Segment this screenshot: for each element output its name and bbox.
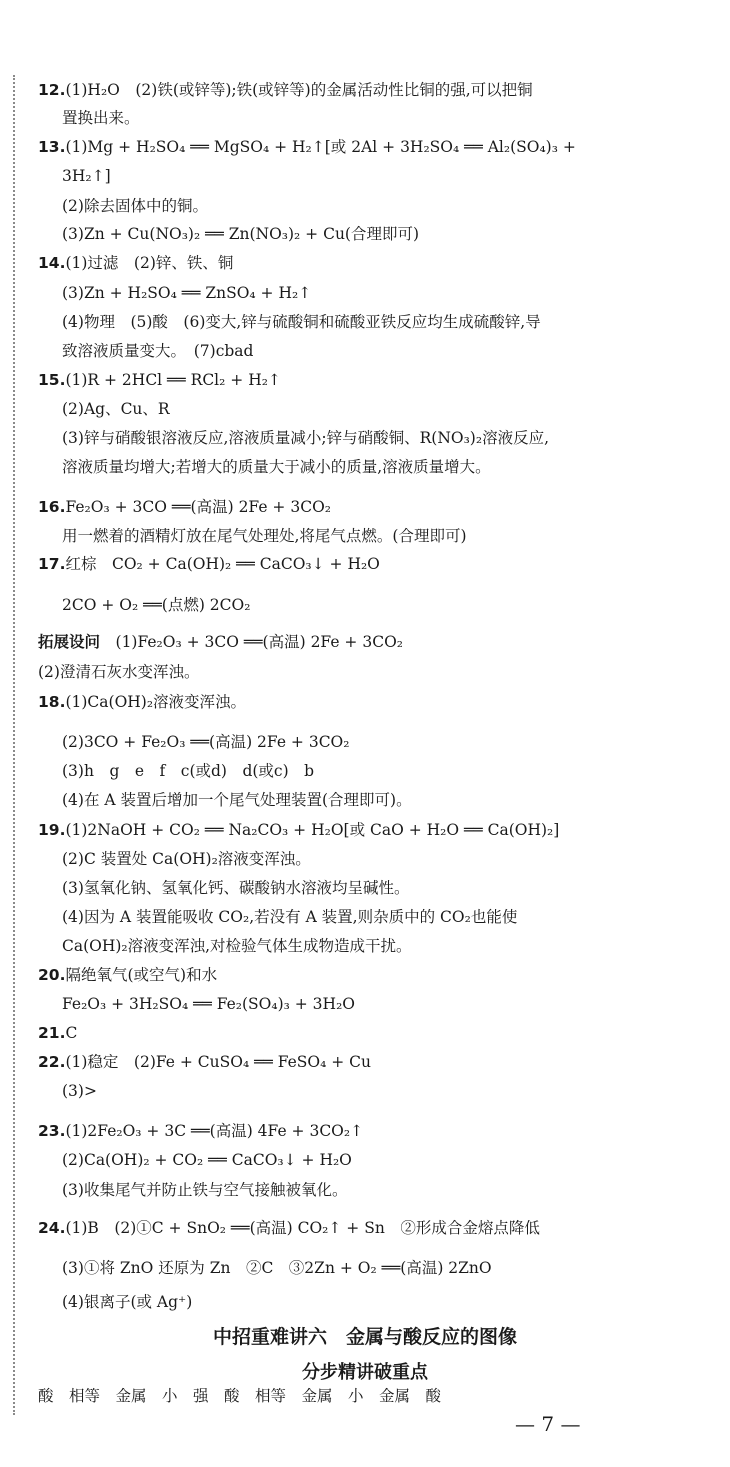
answer-text: (1)Fe₂O₃ + 3CO ══(高温) 2Fe + 3CO₂ (100, 633, 403, 651)
answer-text: (1)2NaOH + CO₂ ══ Na₂CO₃ + H₂O[或 CaO + H₂O ══ Ca(OH)₂] (65, 821, 560, 839)
answer-text: (3)锌与硝酸银溶液反应,溶液质量减小;锌与硝酸铜、R(NO₃)₂溶液反应, (62, 429, 549, 447)
answer-text: (3)h g e f c(或d) d(或c) b (62, 762, 315, 780)
answer-text: Ca(OH)₂溶液变浑浊,对检验气体生成物造成干扰。 (62, 937, 412, 955)
answers-line: 酸 相等 金属 小 强 酸 相等 金属 小 金属 酸 (38, 1387, 442, 1405)
question-number: 22. (38, 1053, 66, 1071)
answer-line (38, 370, 281, 390)
answer-line (38, 1052, 371, 1072)
answer-line (62, 224, 419, 244)
answer-text: (1)R + 2HCl ══ RCl₂ + H₂↑ (65, 371, 281, 389)
answer-text: (3)Zn + Cu(NO₃)₂ ══ Zn(NO₃)₂ + Cu(合理即可) (62, 225, 420, 243)
answer-line (62, 1258, 492, 1278)
answer-text: Fe₂O₃ + 3CO ══(高温) 2Fe + 3CO₂ (65, 498, 331, 516)
answer-line (38, 253, 233, 273)
answer-text: 2CO + O₂ ══(点燃) 2CO₂ (62, 596, 251, 614)
question-number: 17. (38, 555, 66, 573)
question-number: 拓展设问 (38, 633, 101, 651)
answer-line (38, 965, 217, 985)
answer-text: (4)银离子(或 Ag⁺) (62, 1293, 193, 1311)
answer-text: (1)Ca(OH)₂溶液变浑浊。 (65, 693, 247, 711)
answer-text: (4)在 A 装置后增加一个尾气处理装置(合理即可)。 (62, 791, 412, 809)
answer-text: (1)稳定 (2)Fe + CuSO₄ ══ FeSO₄ + Cu (65, 1053, 372, 1071)
answer-text: (1)2Fe₂O₃ + 3C ══(高温) 4Fe + 3CO₂↑ (65, 1122, 364, 1140)
answer-text: (4)因为 A 装置能吸收 CO₂,若没有 A 装置,则杂质中的 CO₂也能使 (62, 908, 518, 926)
answer-line (38, 820, 559, 840)
binding-dotted-line (13, 75, 15, 1415)
answer-text: (2)C 装置处 Ca(OH)₂溶液变浑浊。 (62, 850, 311, 868)
answer-text: (3)①将 ZnO 还原为 Zn ②C ③2Zn + O₂ ══(高温) 2ZnO (62, 1259, 492, 1277)
question-number: 24. (38, 1219, 66, 1237)
answer-text: C (65, 1024, 78, 1042)
answer-line (38, 1023, 77, 1043)
answer-line (62, 595, 250, 615)
question-number: 14. (38, 254, 66, 272)
answer-text: (3)收集尾气并防止铁与空气接触被氧化。 (62, 1181, 348, 1199)
answer-text: 隔绝氧气(或空气)和水 (65, 966, 218, 984)
answer-line (38, 692, 246, 712)
answer-text: 溶液质量均增大;若增大的质量大于减小的质量,溶液质量增大。 (62, 458, 491, 476)
answer-line (38, 1121, 363, 1141)
answer-line (38, 662, 199, 682)
answer-line (62, 878, 409, 898)
answer-line (62, 457, 491, 477)
answer-line (62, 166, 111, 186)
answer-line (62, 761, 314, 781)
answer-line (62, 849, 311, 869)
question-number: 15. (38, 371, 66, 389)
answer-line (62, 108, 140, 128)
answer-line (62, 196, 208, 216)
answer-text: (4)物理 (5)酸 (6)变大,锌与硫酸铜和硫酸亚铁反应均生成硫酸锌,导 (62, 313, 541, 331)
answer-line (62, 994, 355, 1014)
question-number: 13. (38, 138, 66, 156)
answer-line (38, 1218, 540, 1238)
answer-text: 用一燃着的酒精灯放在尾气处理处,将尾气点燃。(合理即可) (62, 527, 467, 545)
answer-line (62, 526, 467, 546)
answer-text: (3)> (62, 1082, 97, 1100)
subsection-title: 分步精讲破重点 (302, 1362, 428, 1383)
answer-text: (3)Zn + H₂SO₄ ══ ZnSO₄ + H₂↑ (62, 284, 312, 302)
answer-text: (2)Ag、Cu、R (62, 400, 170, 418)
answer-text: (2)除去固体中的铜。 (62, 197, 208, 215)
question-number: 20. (38, 966, 66, 984)
answer-line (62, 1180, 347, 1200)
answer-line (62, 907, 517, 927)
question-number: 16. (38, 498, 66, 516)
answer-line (38, 632, 403, 652)
answer-text: (1)H₂O (2)铁(或锌等);铁(或锌等)的金属活动性比铜的强,可以把铜 (65, 81, 533, 99)
answer-line (62, 790, 412, 810)
answer-text: (1)过滤 (2)锌、铁、铜 (65, 254, 234, 272)
answer-line (62, 428, 549, 448)
answer-text: 致溶液质量变大。 (7)cbad (62, 342, 254, 360)
answer-line (62, 936, 412, 956)
question-number: 19. (38, 821, 66, 839)
answer-line (38, 137, 576, 157)
answer-text: (2)3CO + Fe₂O₃ ══(高温) 2Fe + 3CO₂ (62, 733, 350, 751)
answer-line (62, 399, 170, 419)
answer-text: 红棕 CO₂ + Ca(OH)₂ ══ CaCO₃↓ + H₂O (65, 555, 380, 573)
question-number: 23. (38, 1122, 66, 1140)
answer-line (62, 283, 311, 303)
answer-line (62, 341, 253, 361)
answer-text: (1)B (2)①C + SnO₂ ══(高温) CO₂↑ + Sn ②形成合金熔点降低 (65, 1219, 540, 1237)
question-number: 18. (38, 693, 66, 711)
answer-line (62, 732, 349, 752)
answer-text: (1)Mg + H₂SO₄ ══ MgSO₄ + H₂↑[或 2Al + 3H₂SO₄ ══ Al₂(SO₄)₃ + (65, 138, 576, 156)
answer-line (38, 497, 331, 517)
answer-text: (2)Ca(OH)₂ + CO₂ ══ CaCO₃↓ + H₂O (62, 1151, 352, 1169)
question-number: 21. (38, 1024, 66, 1042)
question-number: 12. (38, 81, 66, 99)
section-title: 中招重难讲六 金属与酸反应的图像 (212, 1326, 517, 1348)
answer-text: (3)氢氧化钠、氢氧化钙、碳酸钠水溶液均呈碱性。 (62, 879, 410, 897)
answer-text: (2)澄清石灰水变浑浊。 (38, 663, 200, 681)
answer-line (62, 312, 541, 332)
page-number: — 7 — (515, 1412, 581, 1436)
answer-text: 3H₂↑] (62, 167, 111, 185)
answer-text: Fe₂O₃ + 3H₂SO₄ ══ Fe₂(SO₄)₃ + 3H₂O (62, 995, 355, 1013)
answer-line (62, 1150, 352, 1170)
answer-line (38, 554, 380, 574)
answer-text: 置换出来。 (62, 109, 140, 127)
answer-line (38, 80, 533, 100)
answer-line (62, 1292, 192, 1312)
answer-line (62, 1081, 97, 1101)
